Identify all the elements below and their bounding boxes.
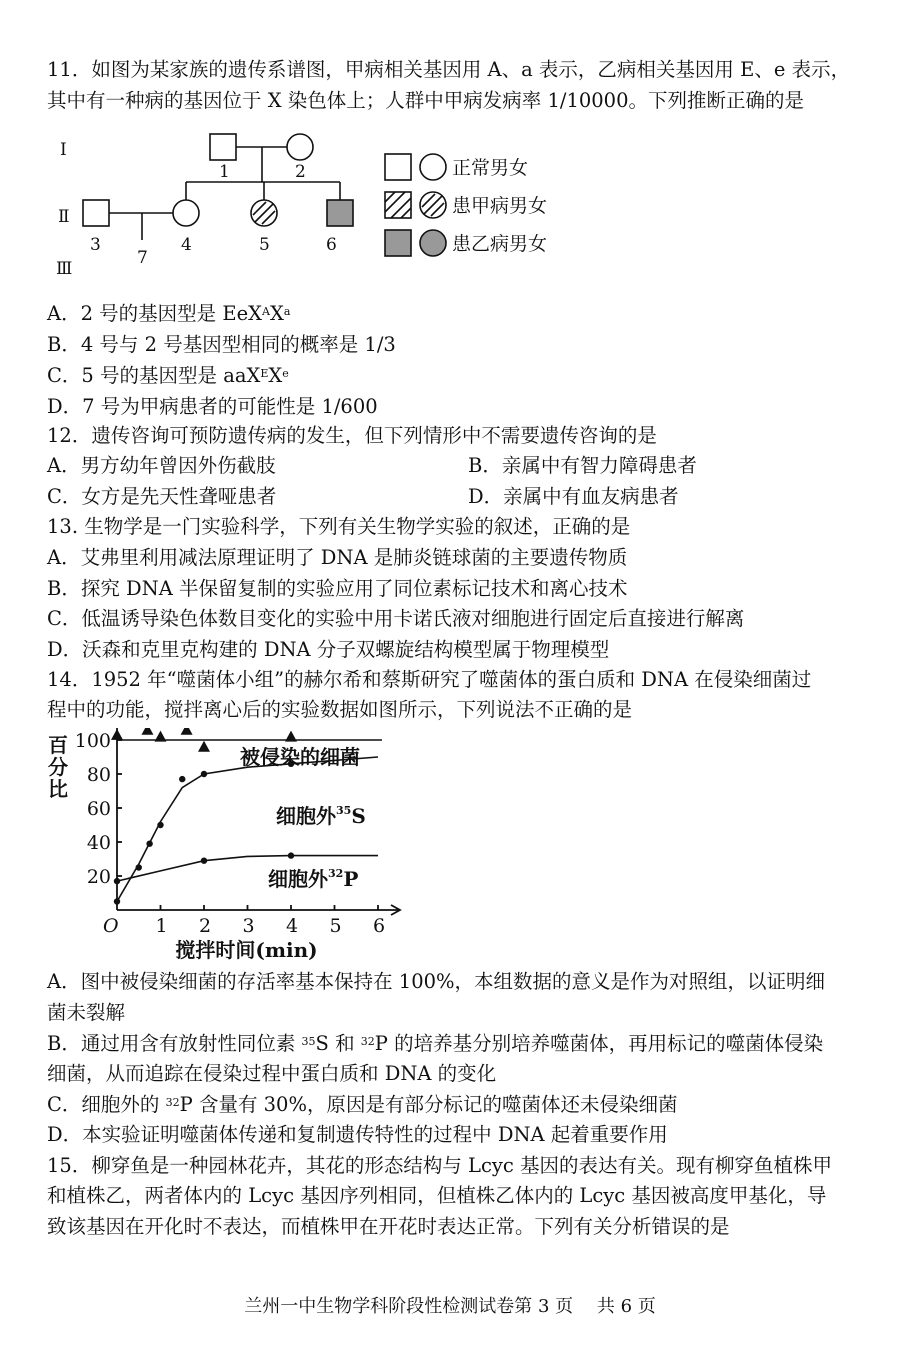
legend-disease-b-label: 患乙病男女 <box>452 233 548 255</box>
legend-disease-b-female-icon <box>420 230 446 256</box>
x-tick-label: 5 <box>329 915 342 937</box>
legend-disease-a-male-icon <box>385 192 411 218</box>
y-tick-label: 60 <box>86 798 111 820</box>
q14-option-a-line1: A．图中被侵染细菌的存活率基本保持在 100%，本组数据的意义是作为对照组，以证明细 <box>47 970 826 993</box>
q15-line3: 致该基因在开化时不表达，而植株甲在开花时表达正常。下列有关分析错误的是 <box>47 1215 730 1238</box>
x-tick-label: 2 <box>199 915 212 937</box>
q14-option-b-line1: B．通过用含有放射性同位素 $^{35}$S 和 $^{32}$P 的培养基分别培养噬菌体，再用标记的噬菌体侵染 <box>47 1032 824 1055</box>
q15-line1: 15．柳穿鱼是一种园林花卉，其花的形态结构与 Lcyc 基因的表达有关。现有柳穿鱼植株甲 <box>47 1154 833 1177</box>
pedigree-diagram <box>50 122 570 282</box>
pedigree-ii3-male <box>83 200 109 226</box>
q14-stem-line1: 14．1952 年“噬菌体小组”的赫尔希和蔡斯研究了噬菌体的蛋白质和 DNA 在侵染细菌过 <box>47 668 812 691</box>
generation-label-iii: Ⅲ <box>56 259 73 279</box>
legend-disease-a-label: 患甲病男女 <box>452 195 548 217</box>
generation-label-ii: Ⅱ <box>58 207 70 227</box>
series-35s-label: 细胞外$^{35}$S <box>276 804 366 828</box>
phage-experiment-chart <box>40 728 420 960</box>
legend-normal-label: 正常男女 <box>452 157 529 179</box>
legend-normal-female-icon <box>420 154 446 180</box>
series-35s-point <box>146 841 152 847</box>
q12-option-c: C．女方是先天性聋哑患者 <box>47 485 277 508</box>
legend-normal-male-icon <box>385 154 411 180</box>
x-axis-label: 搅拌时间(min) <box>175 938 318 960</box>
x-tick-label: 1 <box>155 915 168 937</box>
series-bacteria-point <box>155 731 167 742</box>
y-axis-label-char: 比 <box>48 777 68 801</box>
pedigree-ii6-male-disease-b <box>327 200 353 226</box>
individual-id-1: 1 <box>219 162 230 182</box>
x-tick-label: 4 <box>286 915 299 937</box>
individual-id-4: 4 <box>181 235 192 255</box>
q14-option-a-line2: 菌未裂解 <box>47 1001 126 1024</box>
series-bacteria-point <box>111 729 123 740</box>
y-axis-label-char: 分 <box>48 755 68 779</box>
series-32p-point <box>288 852 294 858</box>
generation-label-i: Ⅰ <box>60 140 67 160</box>
q13-option-c: C．低温诱导染色体数目变化的实验中用卡诺氏液对细胞进行固定后直接进行解离 <box>47 607 745 630</box>
pedigree-ii4-female <box>173 200 199 226</box>
page-footer: 兰州一中生物学科阶段性检测试卷第 3 页 共 6 页 <box>244 1296 656 1317</box>
individual-id-6: 6 <box>326 235 337 255</box>
q13-option-b: B．探究 DNA 半保留复制的实验应用了同位素标记技术和离心技术 <box>47 577 628 600</box>
series-32p-label: 细胞外$^{32}$P <box>268 867 359 891</box>
q12-option-b: B．亲属中有智力障碍患者 <box>468 454 697 477</box>
individual-id-7: 7 <box>137 248 148 268</box>
series-bacteria-point <box>141 728 153 735</box>
series-35s-point <box>136 864 142 870</box>
q14-option-c: C．细胞外的 $^{32}$P 含量有 30%，原因是有部分标记的噬菌体还未侵染细菌 <box>47 1093 678 1116</box>
y-tick-label: 20 <box>86 866 111 888</box>
q11-option-c: C．5 号的基因型是 aaX$^E$Xe <box>47 364 289 387</box>
q13-stem: 13. 生物学是一门实验科学，下列有关生物学实验的叙述，正确的是 <box>47 515 631 538</box>
q12-stem: 12．遗传咨询可预防遗传病的发生，但下列情形中不需要遗传咨询的是 <box>47 424 657 447</box>
individual-id-2: 2 <box>295 162 306 182</box>
y-tick-label: 80 <box>86 764 111 786</box>
series-35s-point <box>201 771 207 777</box>
y-tick-label: 100 <box>74 730 111 752</box>
q12-option-a: A．男方幼年曾因外伤截肢 <box>47 454 276 477</box>
q14-option-b-line2: 细菌，从而追踪在侵染过程中蛋白质和 DNA 的变化 <box>47 1062 497 1085</box>
q12-option-d: D．亲属中有血友病患者 <box>468 485 679 508</box>
q11-option-d: D．7 号为甲病患者的可能性是 1/600 <box>47 395 378 418</box>
series-32p-point <box>114 878 120 884</box>
q14-stem-line2: 程中的功能，搅拌离心后的实验数据如图所示，下列说法不正确的是 <box>47 698 633 721</box>
y-tick-label: 40 <box>86 832 111 854</box>
individual-id-3: 3 <box>90 235 101 255</box>
series-bacteria-label: 被侵染的细菌 <box>240 745 360 769</box>
q11-stem-line2: 其中有一种病的基因位于 X 染色体上；人群中甲病发病率 1/10000。下列推断正确的是 <box>47 89 804 112</box>
legend-disease-b-male-icon <box>385 230 411 256</box>
x-tick-label: O <box>103 915 119 937</box>
q13-option-d: D．沃森和克里克构建的 DNA 分子双螺旋结构模型属于物理模型 <box>47 638 610 661</box>
q11-stem-line1: 11．如图为某家族的遗传系谱图，甲病相关基因用 A、a 表示，乙病相关基因用 E、e 表示， <box>47 58 851 81</box>
y-axis-label-char: 百 <box>48 733 68 757</box>
x-tick-label: 3 <box>242 915 255 937</box>
individual-id-5: 5 <box>259 235 270 255</box>
series-35s-point <box>157 822 163 828</box>
q11-option-a: A．2 号的基因型是 $EeX^AX^a$ <box>47 302 291 325</box>
q11-option-b: B．4 号与 2 号基因型相同的概率是 1/3 <box>47 333 396 356</box>
q14-option-d: D．本实验证明噬菌体传递和复制遗传特性的过程中 DNA 起着重要作用 <box>47 1123 668 1146</box>
series-35s-point <box>179 776 185 782</box>
q13-option-a: A．艾弗里利用减法原理证明了 DNA 是肺炎链球菌的主要遗传物质 <box>47 546 628 569</box>
x-tick-label: 6 <box>373 915 386 937</box>
series-32p-point <box>201 858 207 864</box>
series-bacteria-point <box>198 741 210 752</box>
pedigree-i2-female <box>287 134 313 160</box>
pedigree-i1-male <box>210 134 236 160</box>
series-bacteria-point <box>181 728 193 735</box>
q15-line2: 和植株乙，两者体内的 Lcyc 基因序列相同，但植株乙体内的 Lcyc 基因被高度甲基化，导 <box>47 1184 827 1207</box>
series-bacteria-point <box>285 731 297 742</box>
series-35s-point <box>114 898 120 904</box>
